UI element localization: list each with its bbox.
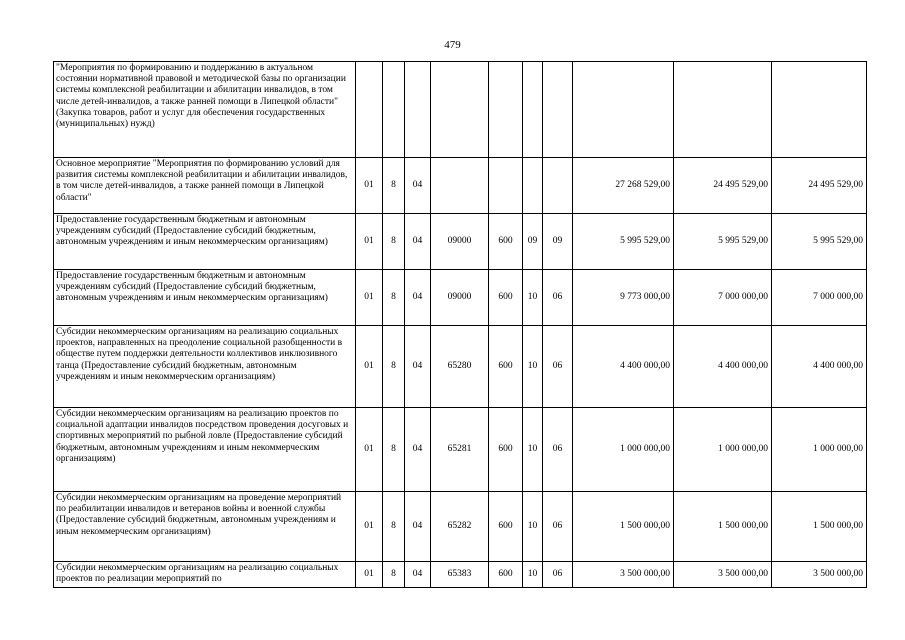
row-code-4: 65280 bbox=[431, 326, 489, 408]
row-code-3 bbox=[405, 62, 431, 158]
row-code-4: 65281 bbox=[431, 408, 489, 492]
table-row bbox=[54, 492, 867, 562]
row-code-3: 04 bbox=[405, 214, 431, 270]
row-code-2 bbox=[383, 62, 405, 158]
row-code-7: 06 bbox=[543, 326, 573, 408]
row-code-6 bbox=[523, 62, 543, 158]
table-row bbox=[54, 214, 867, 270]
row-description: Субсидии некоммерческим организациям на реализацию социальных проектов по реализации мероприятий по bbox=[54, 562, 356, 588]
row-description: Основное мероприятие "Мероприятия по формированию условий для развития системы комплексной реабилитации и абилитации инвалидов, в том числе детей-инвалидов, а также ранней помощи в Липецкой области" bbox=[54, 158, 356, 214]
row-amount-3 bbox=[772, 62, 867, 158]
row-amount-1 bbox=[573, 62, 674, 158]
row-amount-1: 9 773 000,00 bbox=[573, 270, 674, 326]
row-code-1: 01 bbox=[356, 326, 383, 408]
row-code-5: 600 bbox=[489, 214, 523, 270]
row-code-1: 01 bbox=[356, 270, 383, 326]
table-body bbox=[54, 62, 867, 588]
row-amount-2: 7 000 000,00 bbox=[674, 270, 772, 326]
budget-table bbox=[53, 61, 867, 588]
row-code-4: 09000 bbox=[431, 270, 489, 326]
row-code-2: 8 bbox=[383, 408, 405, 492]
row-amount-1: 4 400 000,00 bbox=[573, 326, 674, 408]
row-code-1: 01 bbox=[356, 214, 383, 270]
row-code-6 bbox=[523, 158, 543, 214]
row-code-5 bbox=[489, 158, 523, 214]
row-amount-1: 5 995 529,00 bbox=[573, 214, 674, 270]
row-amount-2: 5 995 529,00 bbox=[674, 214, 772, 270]
row-amount-3: 7 000 000,00 bbox=[772, 270, 867, 326]
row-description: Субсидии некоммерческим организациям на реализацию проектов по социальной адаптации инвалидов посредством проведения досуговых и спортивных мероприятий по рыбной ловле (Предоставление субсидий бюджетным, автономным учреждениям и иным некоммерческим организациям) bbox=[54, 408, 356, 492]
row-code-3: 04 bbox=[405, 270, 431, 326]
row-code-6: 10 bbox=[523, 492, 543, 562]
row-code-3: 04 bbox=[405, 408, 431, 492]
row-amount-2 bbox=[674, 62, 772, 158]
row-code-1: 01 bbox=[356, 158, 383, 214]
row-code-1: 01 bbox=[356, 408, 383, 492]
row-amount-2: 1 000 000,00 bbox=[674, 408, 772, 492]
row-code-5: 600 bbox=[489, 270, 523, 326]
row-code-6: 10 bbox=[523, 408, 543, 492]
table-row bbox=[54, 326, 867, 408]
row-code-7: 09 bbox=[543, 214, 573, 270]
row-code-6: 10 bbox=[523, 270, 543, 326]
row-code-4: 65282 bbox=[431, 492, 489, 562]
row-amount-3: 1 000 000,00 bbox=[772, 408, 867, 492]
row-code-2: 8 bbox=[383, 326, 405, 408]
table-row bbox=[54, 62, 867, 158]
row-code-6: 09 bbox=[523, 214, 543, 270]
row-code-7: 06 bbox=[543, 562, 573, 588]
row-code-5: 600 bbox=[489, 492, 523, 562]
row-code-3: 04 bbox=[405, 158, 431, 214]
row-amount-2: 1 500 000,00 bbox=[674, 492, 772, 562]
row-code-3: 04 bbox=[405, 562, 431, 588]
row-amount-3: 3 500 000,00 bbox=[772, 562, 867, 588]
row-code-7 bbox=[543, 62, 573, 158]
row-code-1: 01 bbox=[356, 492, 383, 562]
row-code-3: 04 bbox=[405, 492, 431, 562]
row-description: "Мероприятия по формированию и поддержанию в актуальном состоянии нормативной правовой и методической базы по организации системы комплексной реабилитации и абилитации инвалидов, в том числе детей-инвалидов, а также ранней помощи в Липецкой области" (Закупка товаров, работ и услуг для обеспечения государственных (муниципальных) нужд) bbox=[54, 62, 356, 158]
row-amount-1: 1 000 000,00 bbox=[573, 408, 674, 492]
row-code-2: 8 bbox=[383, 492, 405, 562]
row-code-3: 04 bbox=[405, 326, 431, 408]
row-code-2: 8 bbox=[383, 158, 405, 214]
row-description: Предоставление государственным бюджетным и автономным учреждениям субсидий (Предоставление субсидий бюджетным, автономным учреждениям и иным некоммерческим организациям) bbox=[54, 270, 356, 326]
row-code-6: 10 bbox=[523, 326, 543, 408]
table-row bbox=[54, 158, 867, 214]
row-code-2: 8 bbox=[383, 214, 405, 270]
row-amount-3: 1 500 000,00 bbox=[772, 492, 867, 562]
row-code-2: 8 bbox=[383, 562, 405, 588]
row-code-4: 65383 bbox=[431, 562, 489, 588]
row-code-5: 600 bbox=[489, 408, 523, 492]
row-amount-3: 5 995 529,00 bbox=[772, 214, 867, 270]
row-description: Предоставление государственным бюджетным и автономным учреждениям субсидий (Предоставление субсидий бюджетным, автономным учреждениям и иным некоммерческим организациям) bbox=[54, 214, 356, 270]
row-amount-2: 4 400 000,00 bbox=[674, 326, 772, 408]
row-code-7: 06 bbox=[543, 270, 573, 326]
row-code-7: 06 bbox=[543, 492, 573, 562]
row-amount-3: 24 495 529,00 bbox=[772, 158, 867, 214]
table-row bbox=[54, 408, 867, 492]
row-code-7 bbox=[543, 158, 573, 214]
row-code-1 bbox=[356, 62, 383, 158]
row-amount-1: 27 268 529,00 bbox=[573, 158, 674, 214]
row-code-2: 8 bbox=[383, 270, 405, 326]
row-code-4 bbox=[431, 62, 489, 158]
row-code-5: 600 bbox=[489, 326, 523, 408]
row-code-4 bbox=[431, 158, 489, 214]
row-code-1: 01 bbox=[356, 562, 383, 588]
row-description: Субсидии некоммерческим организациям на реализацию социальных проектов, направленных на преодоление социальной разобщенности в обществе путем поддержки деятельности коллективов инклюзивного танца (Предоставление субсидий бюджетным, автономным учреждениям и иным некоммерческим организациям) bbox=[54, 326, 356, 408]
row-amount-2: 24 495 529,00 bbox=[674, 158, 772, 214]
row-code-6: 10 bbox=[523, 562, 543, 588]
row-code-4: 09000 bbox=[431, 214, 489, 270]
row-amount-3: 4 400 000,00 bbox=[772, 326, 867, 408]
row-amount-1: 3 500 000,00 bbox=[573, 562, 674, 588]
table-row bbox=[54, 270, 867, 326]
row-code-5: 600 bbox=[489, 562, 523, 588]
row-code-5 bbox=[489, 62, 523, 158]
page-number: 479 bbox=[444, 39, 461, 51]
row-description: Субсидии некоммерческим организациям на проведение мероприятий по реабилитации инвалидов и ветеранов войны и военной службы (Предоставление субсидий бюджетным, автономным учреждениям и иным некоммерческим организациям) bbox=[54, 492, 356, 562]
table-row bbox=[54, 562, 867, 588]
row-amount-1: 1 500 000,00 bbox=[573, 492, 674, 562]
row-amount-2: 3 500 000,00 bbox=[674, 562, 772, 588]
row-code-7: 06 bbox=[543, 408, 573, 492]
